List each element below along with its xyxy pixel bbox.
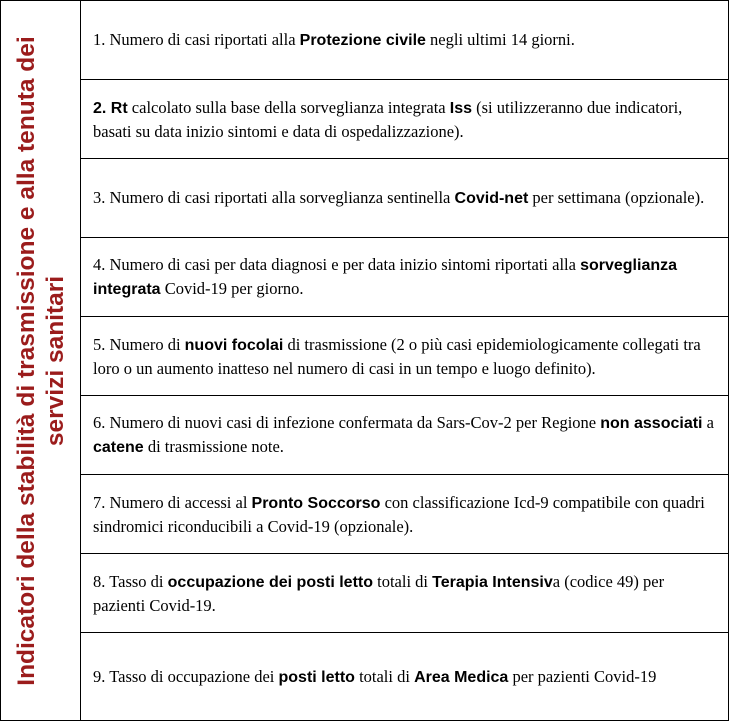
indicator-text: 3. Numero di casi riportati alla sorveglianza sentinella Covid-net per settimana (opzionale). bbox=[93, 188, 705, 207]
indicator-text: 6. Numero di nuovi casi di infezione confermata da Sars-Cov-2 per Regione non associati a catene di trasmissione note. bbox=[93, 413, 714, 456]
indicator-row bbox=[81, 159, 728, 238]
indicator-text: 5. Numero di nuovi focolai di trasmissione (2 o più casi epidemiologicamente collegati tra loro o un aumento inatteso nel numero di casi in un tempo e luogo definito). bbox=[93, 334, 701, 378]
highlighted-term: sorveglianza integrata bbox=[93, 257, 678, 298]
indicator-text: 4. Numero di casi per data diagnosi e per data inizio sintomi riportati alla sorveglianza integrata Covid-19 per giorno. bbox=[93, 255, 678, 298]
highlighted-term: 2. Rt bbox=[93, 99, 128, 117]
highlighted-term: Covid-net bbox=[454, 190, 529, 207]
highlighted-term: non associati bbox=[600, 415, 703, 432]
indicator-text: 2. Rt calcolato sulla base della sorveglianza integrata Iss (si utilizzeranno due indicatori, basati su data inizio sintomi e data di ospedalizzazione). bbox=[93, 97, 683, 141]
indicator-text: 7. Numero di accessi al Pronto Soccorso con classificazione Icd-9 compatibile con quadri sindromici riconducibili a Covid-19 (opzionale). bbox=[93, 492, 705, 536]
indicator-row bbox=[81, 238, 728, 317]
side-header-cell bbox=[1, 1, 81, 720]
side-title: Indicatori della stabilità di trasmissione e alla tenuta dei servizi sanitari bbox=[12, 35, 69, 686]
indicator-text: 9. Tasso di occupazione dei posti letto totali di Area Medica per pazienti Covid-19 bbox=[93, 666, 657, 686]
indicator-row bbox=[81, 554, 728, 633]
highlighted-term: Terapia Intensiv bbox=[432, 573, 553, 591]
indicator-row bbox=[81, 80, 728, 159]
indicator-row bbox=[81, 633, 728, 720]
highlighted-term: Pronto Soccorso bbox=[251, 494, 381, 512]
indicator-row bbox=[81, 1, 728, 80]
highlighted-term: Area Medica bbox=[414, 668, 509, 686]
indicator-text: 8. Tasso di occupazione dei posti letto totali di Terapia Intensiva (codice 49) per pazienti Covid-19. bbox=[93, 571, 665, 615]
highlighted-term: Protezione civile bbox=[299, 32, 426, 49]
highlighted-term: posti letto bbox=[278, 668, 355, 686]
highlighted-term: Iss bbox=[449, 99, 472, 117]
highlighted-term: catene bbox=[93, 439, 144, 456]
indicator-row bbox=[81, 317, 728, 396]
indicator-text: 1. Numero di casi riportati alla Protezione civile negli ultimi 14 giorni. bbox=[93, 30, 575, 49]
indicator-row bbox=[81, 475, 728, 554]
highlighted-term: nuovi focolai bbox=[184, 336, 284, 354]
indicators-list bbox=[81, 1, 728, 720]
indicator-row bbox=[81, 396, 728, 475]
highlighted-term: occupazione dei posti letto bbox=[167, 573, 373, 591]
